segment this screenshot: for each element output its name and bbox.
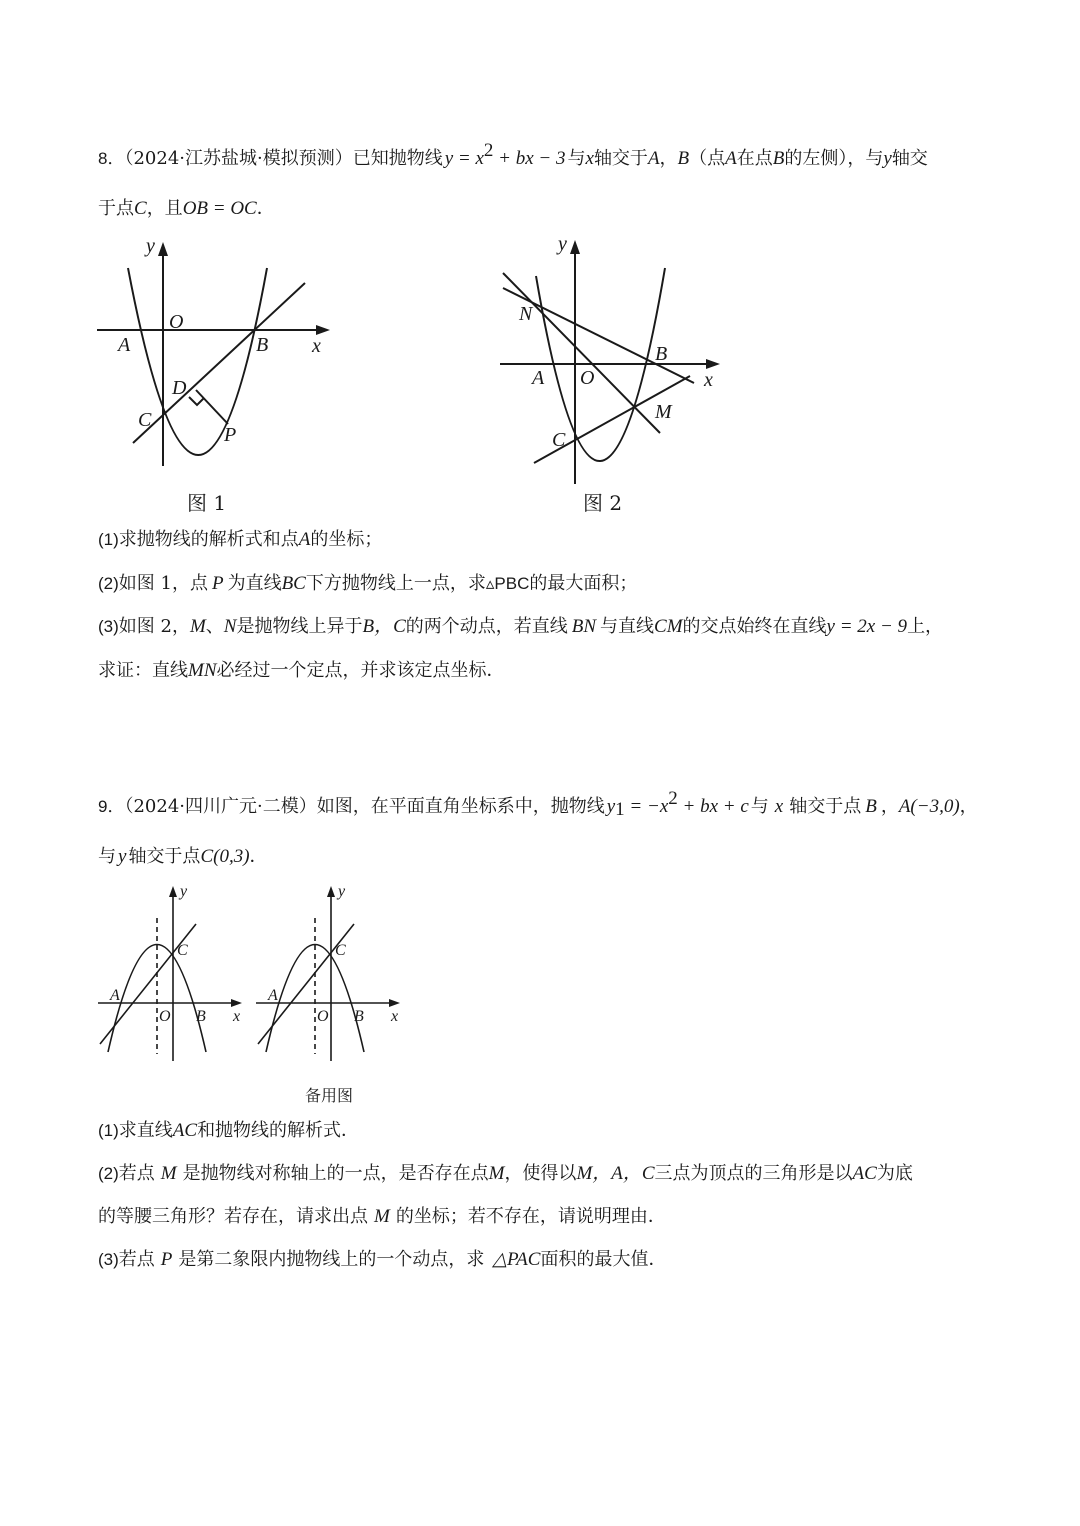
q9f2-label-a: A xyxy=(268,987,278,1004)
q9-text: ． xyxy=(249,846,268,867)
q9-text: 为底 xyxy=(876,1163,913,1184)
q8-triangle-pbc: ▵PBC xyxy=(485,574,530,593)
q9-points-mac: M，A，C xyxy=(576,1163,655,1184)
fig2-caption: 图 2 xyxy=(583,491,623,515)
q8-text: 的最大面积； xyxy=(529,573,638,594)
q9-point-m: M xyxy=(488,1163,505,1184)
q9-point-a-coord: A(−3,0) xyxy=(898,796,960,817)
q9-text: 轴交于点 xyxy=(789,796,862,817)
fig2-label-x: x xyxy=(704,369,713,391)
q9-text: 三点为顶点的三角形是以 xyxy=(654,1163,853,1184)
q8-point-a: A xyxy=(725,148,737,169)
q9-part-2-line-2 xyxy=(98,1204,990,1230)
q8-text: 上， xyxy=(907,616,944,637)
fig1-label-c: C xyxy=(138,409,152,431)
fig2-label-n: N xyxy=(519,303,533,325)
fig1-label-x: x xyxy=(312,335,321,357)
q9-point-c-coord: C(0,3) xyxy=(200,846,250,867)
q9-part-2-number: (2) xyxy=(98,1164,119,1183)
q8-text: 为直线 xyxy=(227,573,282,594)
q9-point-m: M xyxy=(160,1163,177,1184)
q8-text: 在点 xyxy=(736,148,773,169)
q9-part-1 xyxy=(98,1118,990,1144)
fig2-label-c: C xyxy=(552,429,566,451)
q9-point-b: B xyxy=(865,796,877,817)
fig1-label-b: B xyxy=(256,334,269,356)
q9f1-label-o: O xyxy=(159,1008,171,1025)
q8-equation-line: y = 2x − 9 xyxy=(826,616,908,637)
q9-text: ， xyxy=(880,796,899,817)
q9-subscript: 1 xyxy=(615,799,625,820)
q9-text: 的等腰三角形？若存在，请求出点 xyxy=(98,1206,368,1227)
q8-part-2-number: (2) xyxy=(98,574,119,593)
q8-text: 与 xyxy=(567,148,586,169)
q8-point-a: A xyxy=(647,148,660,169)
q9f1-label-y: y xyxy=(180,883,188,900)
q8-line-bn: BN xyxy=(571,616,597,637)
q8-text: ． xyxy=(256,198,275,219)
q8-text: 的交点始终在直线 xyxy=(682,616,827,637)
q8-text: 求抛物线的解析式和点 xyxy=(118,529,299,550)
q9-point-m: M xyxy=(374,1206,390,1227)
fig2-label-a: A xyxy=(532,367,545,389)
q8-text: 如图 1，点 xyxy=(118,573,208,594)
q8-text: （点 xyxy=(689,148,726,169)
q9-text: 若点 xyxy=(118,1163,155,1184)
q9f2-x-arrow xyxy=(389,999,400,1007)
q8-text: 轴交于 xyxy=(593,148,648,169)
q9-number: 9． xyxy=(98,797,125,816)
q8-point-a: A xyxy=(298,529,311,550)
q8-number: 8． xyxy=(98,149,125,168)
q9-part-1-number: (1) xyxy=(98,1121,119,1140)
q8-text: 与直线 xyxy=(600,616,655,637)
q8-text: 、 xyxy=(205,616,224,637)
q8-equation: $y = x^2$ + bx − 3 xyxy=(444,140,566,169)
q8-part-3-number: (3) xyxy=(98,617,119,636)
q9-text: 是第二象限内抛物线上的一个动点，求 xyxy=(178,1249,485,1270)
q9-line-ac: AC xyxy=(852,1163,877,1184)
q9-equation: $y_1 = -x^2$ + bx + c xyxy=(606,788,749,820)
fig2-label-o: O xyxy=(580,367,595,389)
q9-var-x: x xyxy=(774,796,784,817)
q8-var-y: y xyxy=(883,148,892,169)
fig1-caption: 图 1 xyxy=(187,491,227,515)
fig1-label-o: O xyxy=(169,311,184,333)
q9f2-y-arrow xyxy=(327,886,335,897)
q9f1-label-a: A xyxy=(110,987,120,1004)
q9-text: ， xyxy=(959,796,978,817)
q9f2-label-c: C xyxy=(335,942,346,959)
q8-text: 已知抛物线 xyxy=(352,148,443,169)
fig1-label-p: P xyxy=(224,424,237,446)
q8-text: 下方抛物线上一点，求 xyxy=(305,573,486,594)
fig2-label-m: M xyxy=(655,401,672,423)
q9-text: 和抛物线的解析式． xyxy=(197,1120,360,1141)
q9-text: ，使得以 xyxy=(504,1163,577,1184)
q8-text: 如图 2， xyxy=(118,616,190,637)
q9-source: （2024·四川广元·二模） xyxy=(124,796,317,817)
q8-text: 于点 xyxy=(98,198,134,219)
q8-source: （2024·江苏盐城·模拟预测） xyxy=(124,148,353,169)
q9-point-p: P xyxy=(160,1249,173,1270)
q8-point-c: C xyxy=(134,198,147,219)
q8-points-bc: B，C xyxy=(362,616,406,637)
q9f2-label-x: x xyxy=(391,1008,399,1025)
q9-text: 的坐标；若不存在，请说明理由． xyxy=(395,1206,666,1227)
q8-text: 的坐标； xyxy=(310,529,383,550)
q9-var-y: y xyxy=(118,846,127,867)
q9-part-3-number: (3) xyxy=(98,1250,119,1269)
q8-line-mn: MN xyxy=(188,660,217,681)
q8-text: 的左侧），与 xyxy=(784,148,884,169)
q9f1-label-c: C xyxy=(177,942,188,959)
q8-text: 是抛物线上异于 xyxy=(236,616,363,637)
q9f2-label-o: O xyxy=(317,1008,329,1025)
q8-text: 求证：直线 xyxy=(98,660,188,681)
q9-text: 面积的最大值． xyxy=(540,1249,667,1270)
q8-text: ， xyxy=(659,148,678,169)
q9-text: 如图，在平面直角坐标系中，抛物线 xyxy=(316,796,605,817)
q9-text: 与 xyxy=(750,796,769,817)
q9-part-3 xyxy=(98,1247,990,1273)
fig2-label-b: B xyxy=(655,343,668,365)
q9-figure-caption: 备用图 xyxy=(305,1086,354,1105)
q9f2-label-y: y xyxy=(338,883,346,900)
q8-text: ，且 xyxy=(146,198,183,219)
q8-var-x: x xyxy=(585,148,594,169)
q8-line-bc: BC xyxy=(281,573,306,594)
fig2-label-y: y xyxy=(558,233,567,255)
q9-text: 是抛物线对称轴上的一点，是否存在点 xyxy=(182,1163,489,1184)
q9-text: 与 xyxy=(98,846,116,867)
q9-var-y: y xyxy=(606,796,616,817)
q9-text: 若点 xyxy=(118,1249,155,1270)
q8-point-b: B xyxy=(677,148,690,169)
q9f1-label-x: x xyxy=(233,1008,241,1025)
q8-point-n: N xyxy=(223,616,237,637)
q9-part-2 xyxy=(98,1161,990,1187)
q9-line-ac: AC xyxy=(172,1120,198,1141)
q8-text: 的两个动点，若直线 xyxy=(405,616,568,637)
q8-point-b: B xyxy=(772,148,785,169)
q9-triangle-pac: △PAC xyxy=(492,1249,541,1270)
q9f2-label-b: B xyxy=(354,1008,364,1025)
fig1-label-a: A xyxy=(118,334,131,356)
fig1-label-y: y xyxy=(146,235,155,257)
q8-point-p: P xyxy=(211,573,224,594)
fig1-label-d: D xyxy=(172,377,187,399)
q8-part-1-number: (1) xyxy=(98,530,119,549)
q8-point-m: M xyxy=(189,616,206,637)
q8-line-cm: CM xyxy=(654,616,683,637)
q8-equation-ob-oc: OB = OC xyxy=(182,198,257,219)
q9-text: 轴交于点 xyxy=(128,846,201,867)
q8-text: 轴交 xyxy=(891,148,928,169)
q8-text: 必经过一个定点，并求该定点坐标． xyxy=(216,660,505,681)
q9-text: 求直线 xyxy=(118,1120,173,1141)
q9f1-label-b: B xyxy=(196,1008,206,1025)
